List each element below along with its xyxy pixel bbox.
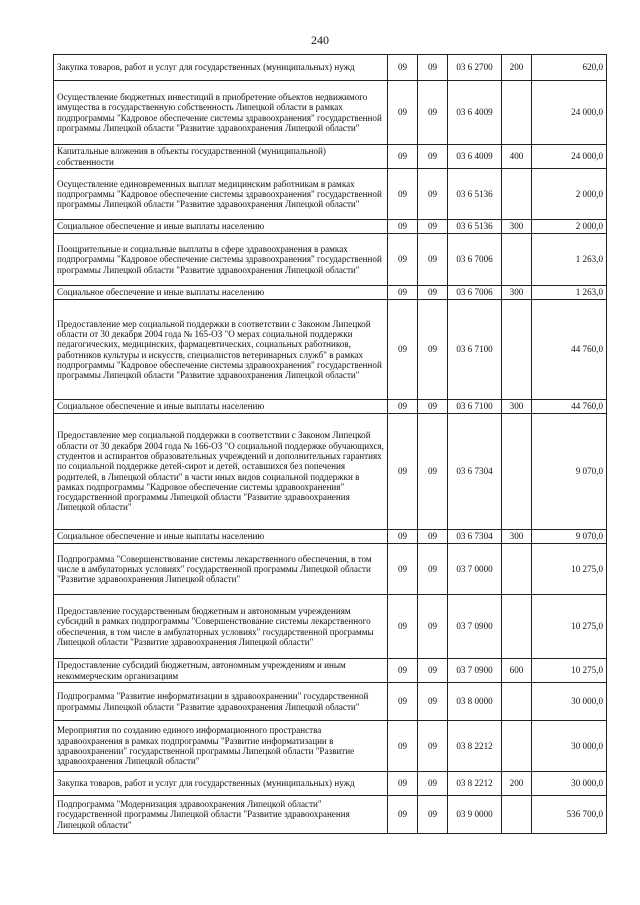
table-row [54, 169, 607, 220]
row-section: 09 [388, 55, 418, 81]
row-amount: 44 760,0 [532, 400, 607, 414]
row-amount: 24 000,0 [532, 145, 607, 169]
row-section: 09 [388, 286, 418, 300]
row-subsection: 09 [418, 721, 448, 772]
row-target-code: 03 8 2212 [448, 721, 502, 772]
table-row [54, 544, 607, 595]
row-amount: 10 275,0 [532, 659, 607, 683]
row-section: 09 [388, 544, 418, 595]
row-subsection: 09 [418, 683, 448, 721]
row-amount: 9 070,0 [532, 414, 607, 530]
row-subsection: 09 [418, 530, 448, 544]
row-expense-type [502, 81, 532, 145]
row-target-code: 03 6 7304 [448, 414, 502, 530]
row-expense-type: 300 [502, 220, 532, 234]
row-subsection: 09 [418, 544, 448, 595]
row-expense-type [502, 683, 532, 721]
row-section: 09 [388, 530, 418, 544]
row-amount: 10 275,0 [532, 544, 607, 595]
row-target-code: 03 6 5136 [448, 220, 502, 234]
row-section: 09 [388, 400, 418, 414]
row-name: Предоставление государственным бюджетным и автономным учреждениям субсидий в рамках подпрограммы "Совершенствование системы лекарственного обеспечения, в том числе в амбулаторных условиях" государственной программы Липецкой области "Развитие здравоохранения Липецкой области" [54, 595, 388, 659]
table-row [54, 220, 607, 234]
row-target-code: 03 9 0000 [448, 796, 502, 834]
row-section: 09 [388, 234, 418, 286]
row-section: 09 [388, 659, 418, 683]
row-name: Социальное обеспечение и иные выплаты населению [54, 286, 388, 300]
row-amount: 620,0 [532, 55, 607, 81]
row-target-code: 03 6 7006 [448, 286, 502, 300]
row-target-code: 03 8 0000 [448, 683, 502, 721]
row-amount: 24 000,0 [532, 81, 607, 145]
row-name: Предоставление мер социальной поддержки в соответствии с Законом Липецкой области от 30 декабря 2004 года № 165-ОЗ "О мерах социальной поддержки педагогических, медицинских, фармацевтических, социальных работников, работников культуры и искусств, специалистов ветеринарных служб" в рамках подпрограммы "Кадровое обеспечение системы здравоохранения" государственной программы Липецкой области "Развитие здравоохранения Липецкой области" [54, 300, 388, 400]
row-target-code: 03 6 7006 [448, 234, 502, 286]
row-amount: 44 760,0 [532, 300, 607, 400]
row-target-code: 03 7 0900 [448, 595, 502, 659]
row-expense-type [502, 595, 532, 659]
table-row [54, 234, 607, 286]
row-subsection: 09 [418, 286, 448, 300]
row-target-code: 03 7 0000 [448, 544, 502, 595]
row-section: 09 [388, 300, 418, 400]
row-name: Подпрограмма "Модернизация здравоохранения Липецкой области" государственной программы Липецкой области "Развитие здравоохранения Липецкой области" [54, 796, 388, 834]
row-subsection: 09 [418, 300, 448, 400]
row-expense-type [502, 721, 532, 772]
table-row [54, 55, 607, 81]
row-name: Мероприятия по созданию единого информационного пространства здравоохранения в рамках подпрограммы "Развитие информатизации в здравоохранении" государственной программы Липецкой области "Развитие здравоохранения Липецкой области" [54, 721, 388, 772]
row-section: 09 [388, 169, 418, 220]
row-expense-type: 300 [502, 286, 532, 300]
row-section: 09 [388, 772, 418, 796]
row-name: Закупка товаров, работ и услуг для государственных (муниципальных) нужд [54, 772, 388, 796]
row-name: Предоставление субсидий бюджетным, автономным учреждениям и иным некоммерческим организациям [54, 659, 388, 683]
row-subsection: 09 [418, 81, 448, 145]
row-expense-type [502, 234, 532, 286]
budget-table [53, 54, 607, 834]
row-name: Социальное обеспечение и иные выплаты населению [54, 220, 388, 234]
row-subsection: 09 [418, 796, 448, 834]
row-expense-type [502, 544, 532, 595]
row-target-code: 03 6 2700 [448, 55, 502, 81]
row-section: 09 [388, 414, 418, 530]
row-amount: 30 000,0 [532, 683, 607, 721]
table-row [54, 300, 607, 400]
row-subsection: 09 [418, 772, 448, 796]
row-target-code: 03 6 4009 [448, 81, 502, 145]
row-subsection: 09 [418, 595, 448, 659]
row-amount: 30 000,0 [532, 772, 607, 796]
page-number: 240 [311, 33, 329, 47]
row-amount: 2 000,0 [532, 169, 607, 220]
table-row [54, 145, 607, 169]
row-amount: 2 000,0 [532, 220, 607, 234]
table-row [54, 595, 607, 659]
row-target-code: 03 6 4009 [448, 145, 502, 169]
row-expense-type: 400 [502, 145, 532, 169]
row-subsection: 09 [418, 145, 448, 169]
row-expense-type: 600 [502, 659, 532, 683]
table-row [54, 796, 607, 834]
table-row [54, 81, 607, 145]
row-amount: 536 700,0 [532, 796, 607, 834]
table-row [54, 530, 607, 544]
row-expense-type [502, 796, 532, 834]
row-target-code: 03 6 5136 [448, 169, 502, 220]
row-expense-type: 200 [502, 55, 532, 81]
table-row [54, 414, 607, 530]
row-name: Осуществление бюджетных инвестиций в приобретение объектов недвижимого имущества в государственную собственность Липецкой области в рамках подпрограммы "Кадровое обеспечение системы здравоохранения" государственной программы Липецкой области "Развитие здравоохранения Липецкой области" [54, 81, 388, 145]
row-name: Социальное обеспечение и иные выплаты населению [54, 530, 388, 544]
table-row [54, 286, 607, 300]
row-name: Подпрограмма "Развитие информатизации в здравоохранении" государственной программы Липецкой области "Развитие здравоохранения Липецкой области" [54, 683, 388, 721]
row-expense-type [502, 414, 532, 530]
row-subsection: 09 [418, 659, 448, 683]
row-subsection: 09 [418, 220, 448, 234]
row-expense-type: 300 [502, 400, 532, 414]
row-subsection: 09 [418, 55, 448, 81]
row-section: 09 [388, 721, 418, 772]
budget-table-body [54, 55, 607, 834]
row-section: 09 [388, 683, 418, 721]
row-target-code: 03 7 0900 [448, 659, 502, 683]
table-row [54, 683, 607, 721]
table-row [54, 772, 607, 796]
table-row [54, 659, 607, 683]
row-expense-type [502, 169, 532, 220]
row-amount: 30 000,0 [532, 721, 607, 772]
row-subsection: 09 [418, 234, 448, 286]
table-row [54, 721, 607, 772]
table-row [54, 400, 607, 414]
row-name: Предоставление мер социальной поддержки в соответствии с Законом Липецкой области от 30 декабря 2004 года № 166-ОЗ "О социальной поддержке обучающихся, студентов и аспирантов образовательных учреждений и дополнительных гарантиях по социальной поддержке детей-сирот и детей, оставшихся без попечения родителей, в Липецкой области" в части иных видов социальной поддержки в рамках подпрограммы "Кадровое обеспечение системы здравоохранения" государственной программы Липецкой области "Развитие здравоохранения Липецкой области" [54, 414, 388, 530]
row-amount: 1 263,0 [532, 234, 607, 286]
row-expense-type: 300 [502, 530, 532, 544]
row-target-code: 03 8 2212 [448, 772, 502, 796]
row-amount: 10 275,0 [532, 595, 607, 659]
row-expense-type: 200 [502, 772, 532, 796]
row-name: Подпрограмма "Совершенствование системы лекарственного обеспечения, в том числе в амбулаторных условиях" государственной программы Липецкой области "Развитие здравоохранения Липецкой области" [54, 544, 388, 595]
row-name: Поощрительные и социальные выплаты в сфере здравоохранения в рамках подпрограммы "Кадровое обеспечение системы здравоохранения" государственной программы Липецкой области "Развитие здравоохранения Липецкой области" [54, 234, 388, 286]
row-expense-type [502, 300, 532, 400]
row-target-code: 03 6 7100 [448, 400, 502, 414]
row-name: Осуществление единовременных выплат медицинским работникам в рамках подпрограммы "Кадровое обеспечение системы здравоохранения" государственной программы Липецкой области "Развитие здравоохранения Липецкой области" [54, 169, 388, 220]
row-subsection: 09 [418, 414, 448, 530]
row-section: 09 [388, 81, 418, 145]
row-amount: 9 070,0 [532, 530, 607, 544]
row-amount: 1 263,0 [532, 286, 607, 300]
row-name: Капитальные вложения в объекты государственной (муниципальной) собственности [54, 145, 388, 169]
row-name: Закупка товаров, работ и услуг для государственных (муниципальных) нужд [54, 55, 388, 81]
row-target-code: 03 6 7100 [448, 300, 502, 400]
row-target-code: 03 6 7304 [448, 530, 502, 544]
row-subsection: 09 [418, 169, 448, 220]
row-section: 09 [388, 796, 418, 834]
row-subsection: 09 [418, 400, 448, 414]
row-section: 09 [388, 595, 418, 659]
row-name: Социальное обеспечение и иные выплаты населению [54, 400, 388, 414]
row-section: 09 [388, 220, 418, 234]
row-section: 09 [388, 145, 418, 169]
